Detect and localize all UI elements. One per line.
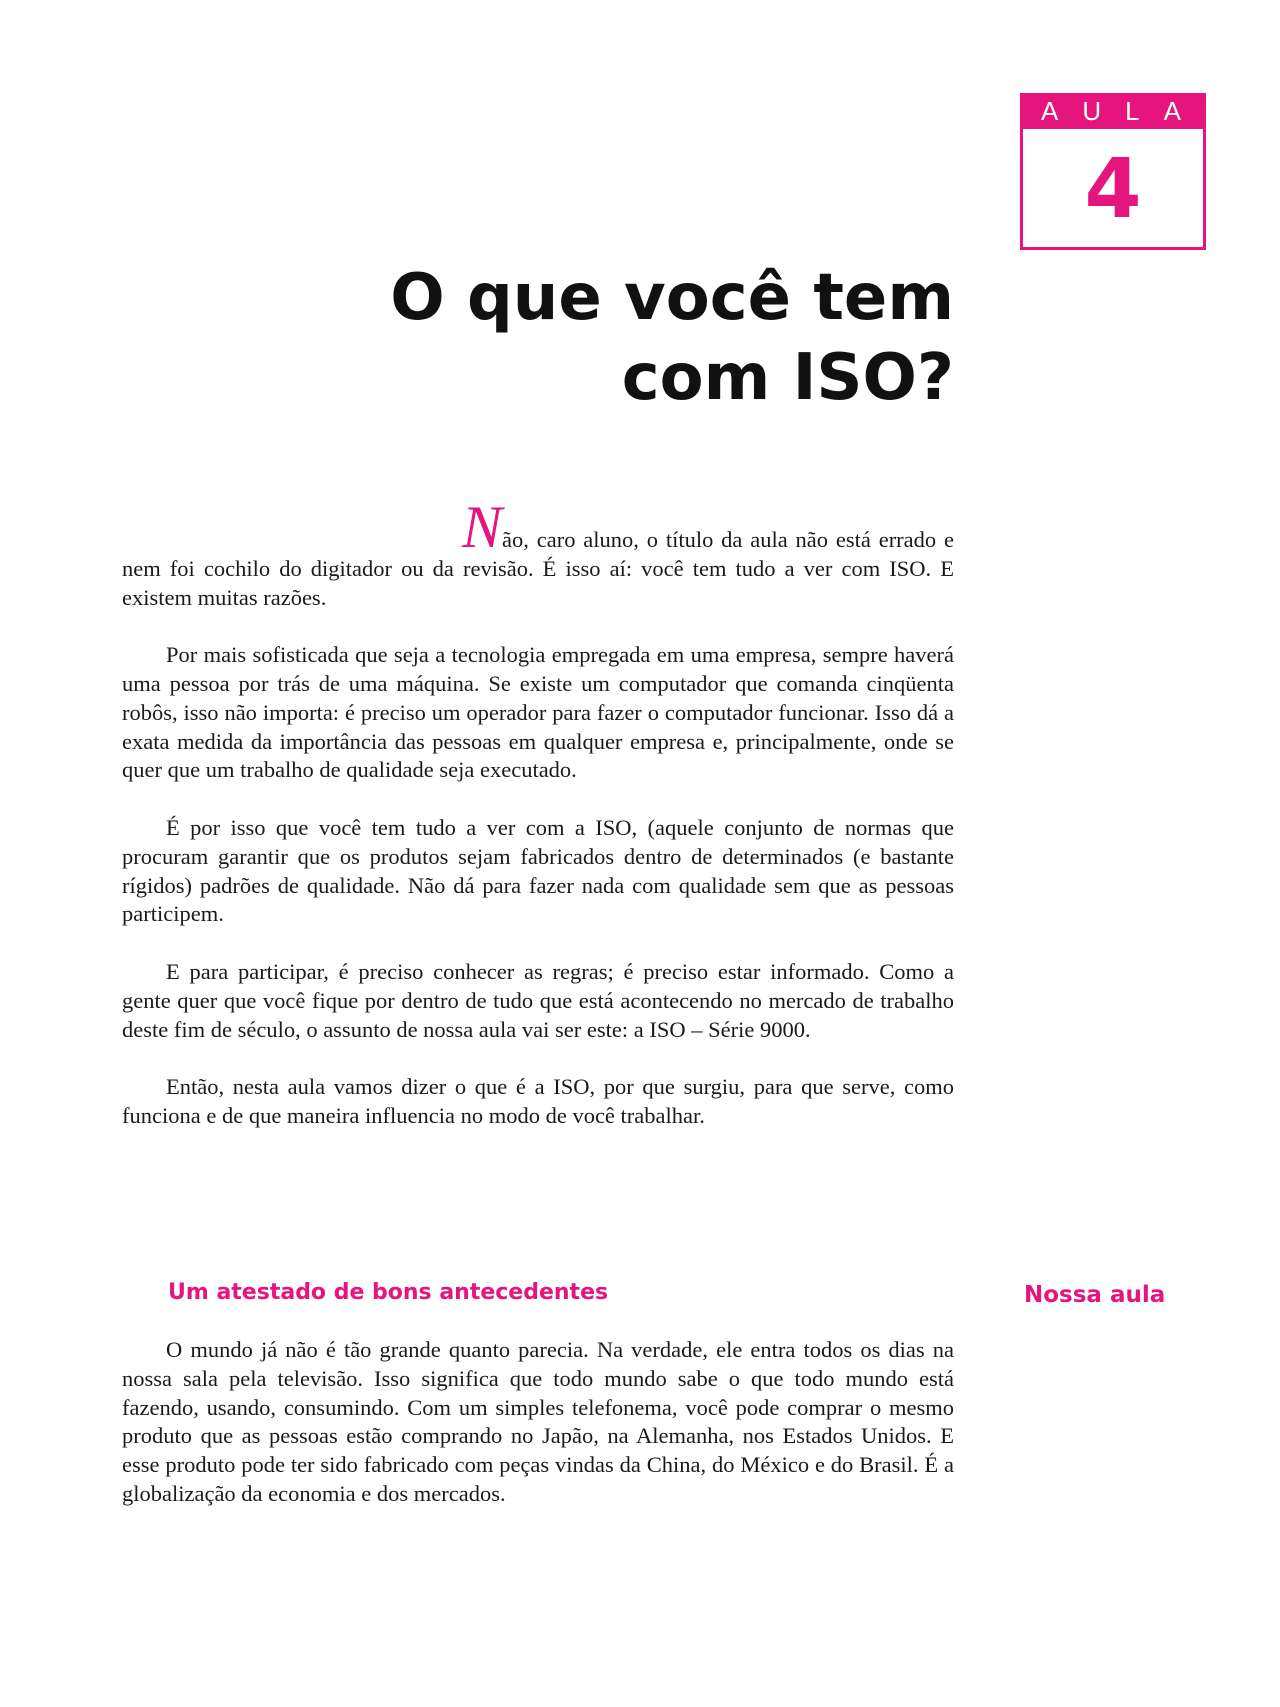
intro-paragraph-1-text: ão, caro aluno, o título da aula não está errado e nem foi cochilo do digitador ou da revisão. É isso aí: você tem tudo a ver com ISO. E existem muitas razões. [122,527,954,610]
intro-paragraph-5: Então, nesta aula vamos dizer o que é a ISO, por que surgiu, para que serve, como funciona e de que maneira influencia no modo de você trabalhar. [122,1074,954,1128]
title-line-1: O que você tem [390,261,954,335]
intro-paragraph-4: E para participar, é preciso conhecer as regras; é preciso estar informado. Como a gente quer que você fique por dentro de tudo que está acontecendo no mercado de trabalho deste fim de século, o assunto de nossa aula vai ser este: a ISO – Série 9000. [122,958,954,1042]
margin-label: Nossa aula [1024,1282,1166,1308]
page-title [154,258,954,418]
section-text [122,1336,954,1509]
intro-text [122,494,954,1160]
lesson-number: 4 [1020,129,1206,250]
intro-paragraph-2: Por mais sofisticada que seja a tecnologia empregada em uma empresa, sempre haverá uma pessoa por trás de uma máquina. Se existe um computador que comanda cinqüenta robôs, isso não importa: é preciso um operador para fazer o computador funcionar. Isso dá a exata medida da importância das pessoas em qualquer empresa e, principalmente, onde se quer que um trabalho de qualidade seja executado. [122,642,954,783]
intro-paragraph-1 [122,494,954,612]
title-line-2: com ISO? [621,341,954,415]
lesson-badge [1020,93,1206,250]
intro-paragraph-3: É por isso que você tem tudo a ver com a ISO, (aquele conjunto de normas que procuram garantir que os produtos sejam fabricados dentro de determinados (e bastante rígidos) padrões de qualidade. Não dá para fazer nada com qualidade sem que as pessoas participem. [122,814,954,927]
section-heading: Um atestado de bons antecedentes [168,1280,609,1305]
section-paragraph-1: O mundo já não é tão grande quanto parecia. Na verdade, ele entra todos os dias na nossa sala pela televisão. Isso significa que todo mundo sabe o que todo mundo está fazendo, usando, consumindo. Com um simples telefonema, você pode comprar o mesmo produto que as pessoas estão comprando no Japão, na Alemanha, nos Estados Unidos. E esse produto pode ter sido fabricado com peças vindas da China, do México e do Brasil. É a globalização da economia e dos mercados. [122,1337,954,1506]
lesson-badge-label: AULA [1020,93,1206,129]
drop-cap: N [462,494,503,560]
